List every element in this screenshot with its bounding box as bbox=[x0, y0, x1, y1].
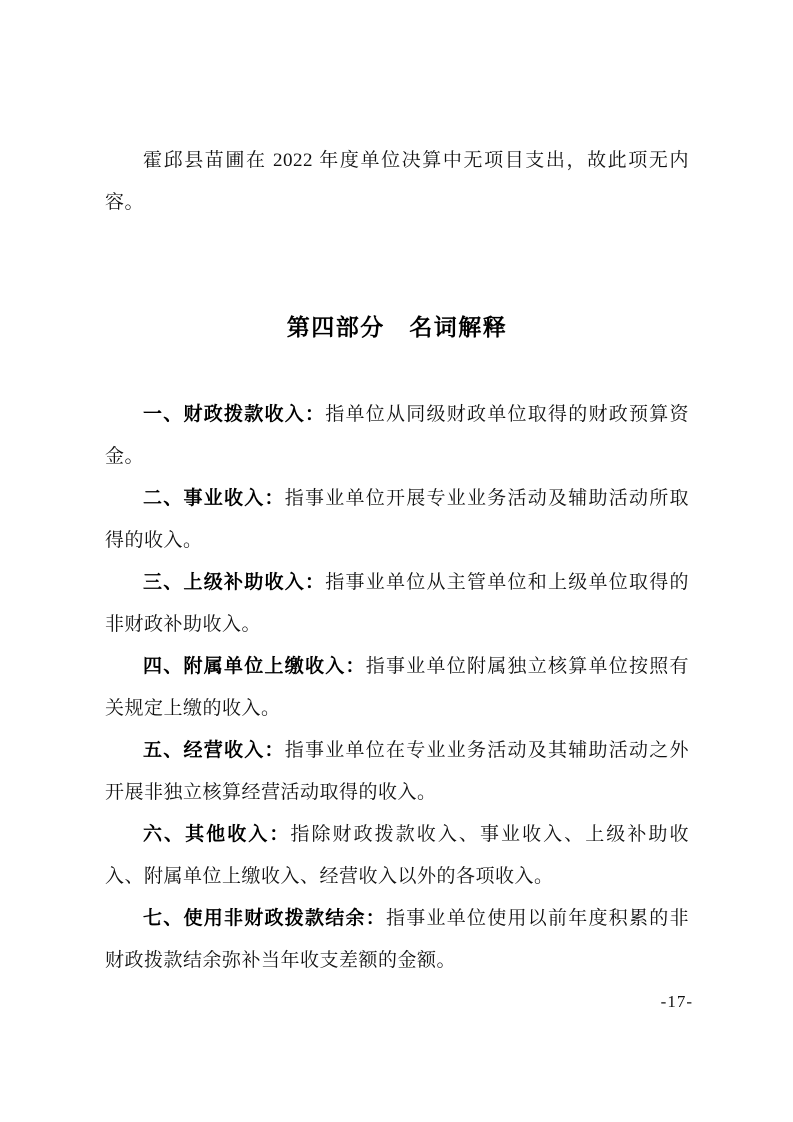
term-item bbox=[105, 898, 689, 982]
terms-list bbox=[105, 394, 689, 982]
term-label: 一、财政拨款收入： bbox=[143, 404, 326, 425]
term-label: 六、其他收入： bbox=[143, 824, 291, 845]
term-definition: 指事业单位使用以前年度积累的非财政拨款结余弥补当年收支差额的金额。 bbox=[105, 908, 689, 971]
section-heading: 第四部分 名词解释 bbox=[286, 314, 508, 340]
intro-paragraph: 霍邱县苗圃在 2022 年度单位决算中无项目支出，故此项无内容。 bbox=[105, 150, 689, 213]
term-definition: 指单位从同级财政单位取得的财政预算资金。 bbox=[105, 404, 689, 467]
term-item bbox=[105, 730, 689, 814]
term-definition: 指事业单位从主管单位和上级单位取得的非财政补助收入。 bbox=[105, 572, 689, 635]
term-definition: 指事业单位在专业业务活动及其辅助活动之外开展非独立核算经营活动取得的收入。 bbox=[105, 740, 689, 803]
page-number: -17- bbox=[660, 992, 693, 1011]
term-item bbox=[105, 814, 689, 898]
term-item bbox=[105, 562, 689, 646]
term-label: 七、使用非财政拨款结余： bbox=[143, 908, 386, 929]
term-definition: 指除财政拨款收入、事业收入、上级补助收入、附属单位上缴收入、经营收入以外的各项收入。 bbox=[105, 824, 689, 887]
term-label: 二、事业收入： bbox=[143, 488, 285, 509]
term-label: 五、经营收入： bbox=[143, 740, 285, 761]
term-item bbox=[105, 478, 689, 562]
term-label: 四、附属单位上缴收入： bbox=[143, 656, 366, 677]
term-definition: 指事业单位附属独立核算单位按照有关规定上缴的收入。 bbox=[105, 656, 689, 719]
term-definition: 指事业单位开展专业业务活动及辅助活动所取得的收入。 bbox=[105, 488, 689, 551]
term-label: 三、上级补助收入： bbox=[143, 572, 326, 593]
term-item bbox=[105, 646, 689, 730]
term-item bbox=[105, 394, 689, 478]
